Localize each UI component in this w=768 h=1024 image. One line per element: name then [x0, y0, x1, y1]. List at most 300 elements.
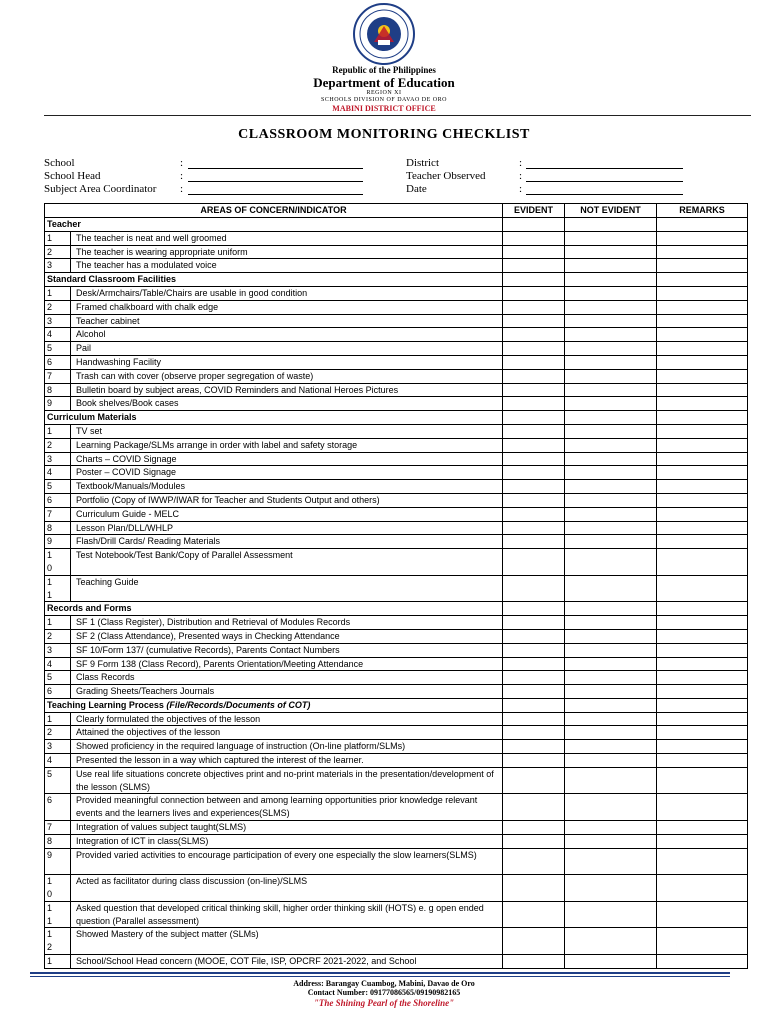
item-indicator: SF 2 (Class Attendance), Presented ways in Checking Attendance [71, 629, 503, 643]
table-row [45, 493, 748, 507]
not-evident-cell[interactable] [565, 383, 657, 397]
item-number: 5 [45, 480, 71, 494]
table-row [45, 643, 748, 657]
evident-cell[interactable] [503, 955, 565, 969]
item-indicator: SF 1 (Class Register), Distribution and Retrieval of Modules Records [71, 616, 503, 630]
remarks-cell[interactable] [657, 493, 748, 507]
evident-cell[interactable] [503, 848, 565, 875]
evident-cell[interactable] [503, 286, 565, 300]
section-title [45, 602, 503, 616]
section-blank-cell [657, 218, 748, 232]
table-row [45, 369, 748, 383]
not-evident-cell[interactable] [565, 259, 657, 273]
school-head-blank[interactable] [188, 181, 363, 182]
remarks-cell[interactable] [657, 726, 748, 740]
item-number: 4 [45, 328, 71, 342]
item-number: 5 [45, 767, 71, 794]
remarks-cell[interactable] [657, 575, 748, 602]
remarks-cell[interactable] [657, 507, 748, 521]
col-header-indicator: AREAS OF CONCERN/INDICATOR [45, 204, 503, 218]
remarks-cell[interactable] [657, 397, 748, 411]
evident-cell[interactable] [503, 928, 565, 955]
item-number: 6 [45, 794, 71, 821]
table-row [45, 671, 748, 685]
remarks-cell[interactable] [657, 767, 748, 794]
item-indicator: Acted as facilitator during class discussion (on-line)/SLMS [71, 875, 503, 902]
section-blank-cell [565, 602, 657, 616]
evident-cell[interactable] [503, 383, 565, 397]
item-indicator: Provided varied activities to encourage participation of every one especially the slow learners(SLMS) [71, 848, 503, 875]
item-number: 4 [45, 657, 71, 671]
not-evident-cell[interactable] [565, 438, 657, 452]
section-title-text: Teaching Learning Process [47, 699, 167, 710]
table-row [45, 397, 748, 411]
not-evident-cell[interactable] [565, 397, 657, 411]
evident-cell[interactable] [503, 685, 565, 699]
table-row [45, 424, 748, 438]
evident-cell[interactable] [503, 493, 565, 507]
remarks-cell[interactable] [657, 438, 748, 452]
table-row [45, 726, 748, 740]
section-row [45, 698, 748, 712]
coordinator-blank[interactable] [188, 194, 363, 195]
not-evident-cell[interactable] [565, 452, 657, 466]
item-number: 1 [45, 712, 71, 726]
item-indicator: Showed Mastery of the subject matter (SLMs) [71, 928, 503, 955]
section-title-text: Standard Classroom Facilities [47, 274, 177, 285]
not-evident-cell[interactable] [565, 685, 657, 699]
not-evident-cell[interactable] [565, 286, 657, 300]
evident-cell[interactable] [503, 300, 565, 314]
evident-cell[interactable] [503, 521, 565, 535]
item-indicator: Attained the objectives of the lesson [71, 726, 503, 740]
remarks-cell[interactable] [657, 342, 748, 356]
item-indicator: Presented the lesson in a way which captured the interest of the learner. [71, 754, 503, 768]
item-number: 1 [45, 231, 71, 245]
not-evident-cell[interactable] [565, 928, 657, 955]
coordinator-field [44, 183, 364, 196]
table-row [45, 834, 748, 848]
section-blank-cell [503, 698, 565, 712]
not-evident-cell[interactable] [565, 300, 657, 314]
item-number: 3 [45, 452, 71, 466]
not-evident-cell[interactable] [565, 480, 657, 494]
coordinator-label: Subject Area Coordinator [44, 183, 157, 195]
evident-cell[interactable] [503, 355, 565, 369]
remarks-cell[interactable] [657, 928, 748, 955]
item-indicator: SF 9 Form 138 (Class Record), Parents Orientation/Meeting Attendance [71, 657, 503, 671]
evident-cell[interactable] [503, 712, 565, 726]
section-blank-cell [657, 411, 748, 425]
item-number: 2 [45, 726, 71, 740]
table-row [45, 575, 748, 602]
table-row [45, 740, 748, 754]
remarks-cell[interactable] [657, 712, 748, 726]
table-row [45, 355, 748, 369]
not-evident-cell[interactable] [565, 507, 657, 521]
item-number: 3 [45, 740, 71, 754]
not-evident-cell[interactable] [565, 875, 657, 902]
not-evident-cell[interactable] [565, 726, 657, 740]
not-evident-cell[interactable] [565, 901, 657, 928]
region-line: REGION XI [366, 90, 402, 96]
evident-cell[interactable] [503, 480, 565, 494]
not-evident-cell[interactable] [565, 535, 657, 549]
evident-cell[interactable] [503, 245, 565, 259]
remarks-cell[interactable] [657, 643, 748, 657]
remarks-cell[interactable] [657, 821, 748, 835]
item-number: 2 [45, 438, 71, 452]
item-indicator: Use real life situations concrete objectives print and no-print materials in the presentation/development of the lesson (SLMS) [71, 767, 503, 794]
remarks-cell[interactable] [657, 480, 748, 494]
item-number: 3 [45, 259, 71, 273]
section-title-text: Teacher [47, 219, 81, 229]
not-evident-cell[interactable] [565, 629, 657, 643]
evident-cell[interactable] [503, 231, 565, 245]
department-name: Department of Education [313, 75, 455, 90]
district-label: District [406, 157, 439, 169]
evident-cell[interactable] [503, 657, 565, 671]
item-number: 1 1 [45, 901, 71, 928]
remarks-cell[interactable] [657, 616, 748, 630]
item-indicator: Framed chalkboard with chalk edge [71, 300, 503, 314]
section-title-emphasis: (File/Records/Documents of COT) [166, 699, 311, 710]
evident-cell[interactable] [503, 452, 565, 466]
remarks-cell[interactable] [657, 754, 748, 768]
section-blank-cell [657, 698, 748, 712]
not-evident-cell[interactable] [565, 493, 657, 507]
date-blank[interactable] [526, 194, 683, 195]
evident-cell[interactable] [503, 629, 565, 643]
date-colon: : [519, 183, 523, 195]
footer-tagline: "The Shining Pearl of the Shoreline" [313, 998, 455, 1008]
item-number: 8 [45, 521, 71, 535]
item-indicator: Desk/Armchairs/Table/Chairs are usable in good condition [71, 286, 503, 300]
checklist-table [44, 203, 748, 969]
remarks-cell[interactable] [657, 286, 748, 300]
table-row [45, 438, 748, 452]
item-number: 3 [45, 314, 71, 328]
school-head-label: School Head [44, 170, 101, 182]
not-evident-cell[interactable] [565, 955, 657, 969]
table-row [45, 928, 748, 955]
item-indicator: Curriculum Guide - MELC [71, 507, 503, 521]
not-evident-cell[interactable] [565, 575, 657, 602]
item-number: 7 [45, 369, 71, 383]
school-head-field [44, 170, 364, 183]
not-evident-cell[interactable] [565, 328, 657, 342]
remarks-cell[interactable] [657, 629, 748, 643]
table-row [45, 300, 748, 314]
page-title: CLASSROOM MONITORING CHECKLIST [238, 127, 530, 142]
remarks-cell[interactable] [657, 259, 748, 273]
item-number: 8 [45, 834, 71, 848]
item-number: 4 [45, 754, 71, 768]
item-number: 1 [45, 616, 71, 630]
item-number: 7 [45, 507, 71, 521]
section-blank-cell [503, 273, 565, 287]
table-row [45, 314, 748, 328]
item-number: 1 0 [45, 875, 71, 902]
section-blank-cell [565, 698, 657, 712]
not-evident-cell[interactable] [565, 369, 657, 383]
table-header-row [45, 204, 748, 218]
division-line: SCHOOLS DIVISION OF DAVAO DE ORO [321, 97, 447, 103]
evident-cell[interactable] [503, 671, 565, 685]
table-row [45, 328, 748, 342]
table-row [45, 535, 748, 549]
item-number: 1 [45, 955, 71, 969]
checklist-body [45, 218, 748, 969]
item-indicator: TV set [71, 424, 503, 438]
evident-cell[interactable] [503, 397, 565, 411]
evident-cell[interactable] [503, 438, 565, 452]
evident-cell[interactable] [503, 466, 565, 480]
footer-address: Address: Barangay Cuambog, Mabini, Davao de Oro [293, 979, 475, 988]
not-evident-cell[interactable] [565, 794, 657, 821]
not-evident-cell[interactable] [565, 342, 657, 356]
teacher-observed-field [406, 170, 686, 183]
col-header-remarks: REMARKS [657, 204, 748, 218]
remarks-cell[interactable] [657, 535, 748, 549]
remarks-cell[interactable] [657, 875, 748, 902]
not-evident-cell[interactable] [565, 616, 657, 630]
remarks-cell[interactable] [657, 383, 748, 397]
date-label: Date [406, 183, 427, 195]
item-number: 2 [45, 300, 71, 314]
not-evident-cell[interactable] [565, 424, 657, 438]
section-row [45, 411, 748, 425]
item-indicator: Pail [71, 342, 503, 356]
remarks-cell[interactable] [657, 300, 748, 314]
not-evident-cell[interactable] [565, 657, 657, 671]
evident-cell[interactable] [503, 535, 565, 549]
table-row [45, 616, 748, 630]
item-number: 1 [45, 286, 71, 300]
item-number: 1 2 [45, 928, 71, 955]
evident-cell[interactable] [503, 259, 565, 273]
remarks-cell[interactable] [657, 328, 748, 342]
item-indicator: Teaching Guide [71, 575, 503, 602]
not-evident-cell[interactable] [565, 466, 657, 480]
table-row [45, 466, 748, 480]
item-number: 3 [45, 643, 71, 657]
item-indicator: Lesson Plan/DLL/WHLP [71, 521, 503, 535]
item-indicator: Test Notebook/Test Bank/Copy of Parallel Assessment [71, 549, 503, 576]
section-row [45, 602, 748, 616]
section-row [45, 273, 748, 287]
item-indicator: School/School Head concern (MOOE, COT File, ISP, OPCRF 2021-2022, and School [71, 955, 503, 969]
table-row [45, 955, 748, 969]
not-evident-cell[interactable] [565, 314, 657, 328]
evident-cell[interactable] [503, 740, 565, 754]
item-indicator: Bulletin board by subject areas, COVID Reminders and National Heroes Pictures [71, 383, 503, 397]
table-row [45, 657, 748, 671]
school-field [44, 157, 364, 170]
table-row [45, 245, 748, 259]
not-evident-cell[interactable] [565, 712, 657, 726]
evident-cell[interactable] [503, 314, 565, 328]
col-header-evident: EVIDENT [503, 204, 565, 218]
section-blank-cell [503, 218, 565, 232]
item-number: 2 [45, 629, 71, 643]
republic-line: Republic of the Philippines [332, 65, 436, 75]
item-indicator: Textbook/Manuals/Modules [71, 480, 503, 494]
item-indicator: The teacher is neat and well groomed [71, 231, 503, 245]
evident-cell[interactable] [503, 369, 565, 383]
remarks-cell[interactable] [657, 955, 748, 969]
not-evident-cell[interactable] [565, 834, 657, 848]
remarks-cell[interactable] [657, 848, 748, 875]
remarks-cell[interactable] [657, 424, 748, 438]
remarks-cell[interactable] [657, 466, 748, 480]
item-indicator: SF 10/Form 137/ (cumulative Records), Parents Contact Numbers [71, 643, 503, 657]
not-evident-cell[interactable] [565, 521, 657, 535]
evident-cell[interactable] [503, 726, 565, 740]
item-number: 7 [45, 821, 71, 835]
school-colon: : [180, 157, 184, 169]
remarks-cell[interactable] [657, 740, 748, 754]
not-evident-cell[interactable] [565, 245, 657, 259]
not-evident-cell[interactable] [565, 671, 657, 685]
remarks-cell[interactable] [657, 549, 748, 576]
item-indicator: Trash can with cover (observe proper segregation of waste) [71, 369, 503, 383]
table-row [45, 452, 748, 466]
section-blank-cell [565, 273, 657, 287]
table-row [45, 821, 748, 835]
table-row [45, 875, 748, 902]
school-head-colon: : [180, 170, 184, 182]
section-title [45, 273, 503, 287]
not-evident-cell[interactable] [565, 754, 657, 768]
table-row [45, 754, 748, 768]
remarks-cell[interactable] [657, 834, 748, 848]
section-title [45, 218, 503, 232]
evident-cell[interactable] [503, 754, 565, 768]
evident-cell[interactable] [503, 794, 565, 821]
teacher-observed-blank[interactable] [526, 181, 683, 182]
item-indicator: Teacher cabinet [71, 314, 503, 328]
remarks-cell[interactable] [657, 245, 748, 259]
table-row [45, 286, 748, 300]
evident-cell[interactable] [503, 328, 565, 342]
item-number: 4 [45, 466, 71, 480]
item-indicator: Clearly formulated the objectives of the lesson [71, 712, 503, 726]
evident-cell[interactable] [503, 821, 565, 835]
remarks-cell[interactable] [657, 657, 748, 671]
district-office-line: MABINI DISTRICT OFFICE [332, 104, 436, 113]
evident-cell[interactable] [503, 875, 565, 902]
not-evident-cell[interactable] [565, 848, 657, 875]
item-number: 1 1 [45, 575, 71, 602]
table-row [45, 767, 748, 794]
item-indicator: Flash/Drill Cards/ Reading Materials [71, 535, 503, 549]
item-number: 5 [45, 342, 71, 356]
item-number: 2 [45, 245, 71, 259]
evident-cell[interactable] [503, 575, 565, 602]
header-divider [44, 115, 751, 116]
teacher-observed-label: Teacher Observed [406, 170, 486, 182]
table-row [45, 848, 748, 875]
evident-cell[interactable] [503, 643, 565, 657]
date-field [406, 183, 686, 196]
evident-cell[interactable] [503, 901, 565, 928]
table-row [45, 480, 748, 494]
evident-cell[interactable] [503, 616, 565, 630]
remarks-cell[interactable] [657, 521, 748, 535]
evident-cell[interactable] [503, 767, 565, 794]
school-blank[interactable] [188, 168, 363, 169]
remarks-cell[interactable] [657, 671, 748, 685]
remarks-cell[interactable] [657, 369, 748, 383]
item-indicator: The teacher is wearing appropriate uniform [71, 245, 503, 259]
table-row [45, 507, 748, 521]
not-evident-cell[interactable] [565, 549, 657, 576]
evident-cell[interactable] [503, 549, 565, 576]
evident-cell[interactable] [503, 507, 565, 521]
item-indicator: Integration of values subject taught(SLMS) [71, 821, 503, 835]
table-row [45, 685, 748, 699]
item-number: 6 [45, 355, 71, 369]
section-row [45, 218, 748, 232]
not-evident-cell[interactable] [565, 740, 657, 754]
item-indicator: Handwashing Facility [71, 355, 503, 369]
not-evident-cell[interactable] [565, 821, 657, 835]
remarks-cell[interactable] [657, 355, 748, 369]
item-number: 9 [45, 535, 71, 549]
item-indicator: Learning Package/SLMs arrange in order with label and safety storage [71, 438, 503, 452]
section-blank-cell [565, 218, 657, 232]
table-row [45, 549, 748, 576]
evident-cell[interactable] [503, 424, 565, 438]
footer-contact: Contact Number: 09177086565/09190982165 [307, 988, 461, 997]
col-header-not-evident: NOT EVIDENT [565, 204, 657, 218]
district-blank[interactable] [526, 168, 683, 169]
item-number: 9 [45, 848, 71, 875]
remarks-cell[interactable] [657, 231, 748, 245]
item-indicator: Class Records [71, 671, 503, 685]
remarks-cell[interactable] [657, 452, 748, 466]
section-title-text: Curriculum Materials [47, 412, 137, 423]
item-indicator: Poster – COVID Signage [71, 466, 503, 480]
item-indicator: Alcohol [71, 328, 503, 342]
table-row [45, 629, 748, 643]
section-blank-cell [565, 411, 657, 425]
not-evident-cell[interactable] [565, 231, 657, 245]
section-title-text: Records and Forms [47, 603, 132, 614]
not-evident-cell[interactable] [565, 355, 657, 369]
evident-cell[interactable] [503, 342, 565, 356]
not-evident-cell[interactable] [565, 767, 657, 794]
section-blank-cell [657, 273, 748, 287]
item-number: 1 0 [45, 549, 71, 576]
remarks-cell[interactable] [657, 901, 748, 928]
remarks-cell[interactable] [657, 685, 748, 699]
table-row [45, 383, 748, 397]
table-row [45, 712, 748, 726]
district-field [406, 157, 686, 170]
item-indicator: Asked question that developed critical thinking skill, higher order thinking skill (HOTS) e. g open ended question (Parallel assessment) [71, 901, 503, 928]
evident-cell[interactable] [503, 834, 565, 848]
item-indicator: Portfolio (Copy of IWWP/IWAR for Teacher and Students Output and others) [71, 493, 503, 507]
remarks-cell[interactable] [657, 314, 748, 328]
teacher-observed-colon: : [519, 170, 523, 182]
not-evident-cell[interactable] [565, 643, 657, 657]
item-number: 6 [45, 685, 71, 699]
section-blank-cell [503, 602, 565, 616]
item-indicator: Integration of ICT in class(SLMS) [71, 834, 503, 848]
remarks-cell[interactable] [657, 794, 748, 821]
